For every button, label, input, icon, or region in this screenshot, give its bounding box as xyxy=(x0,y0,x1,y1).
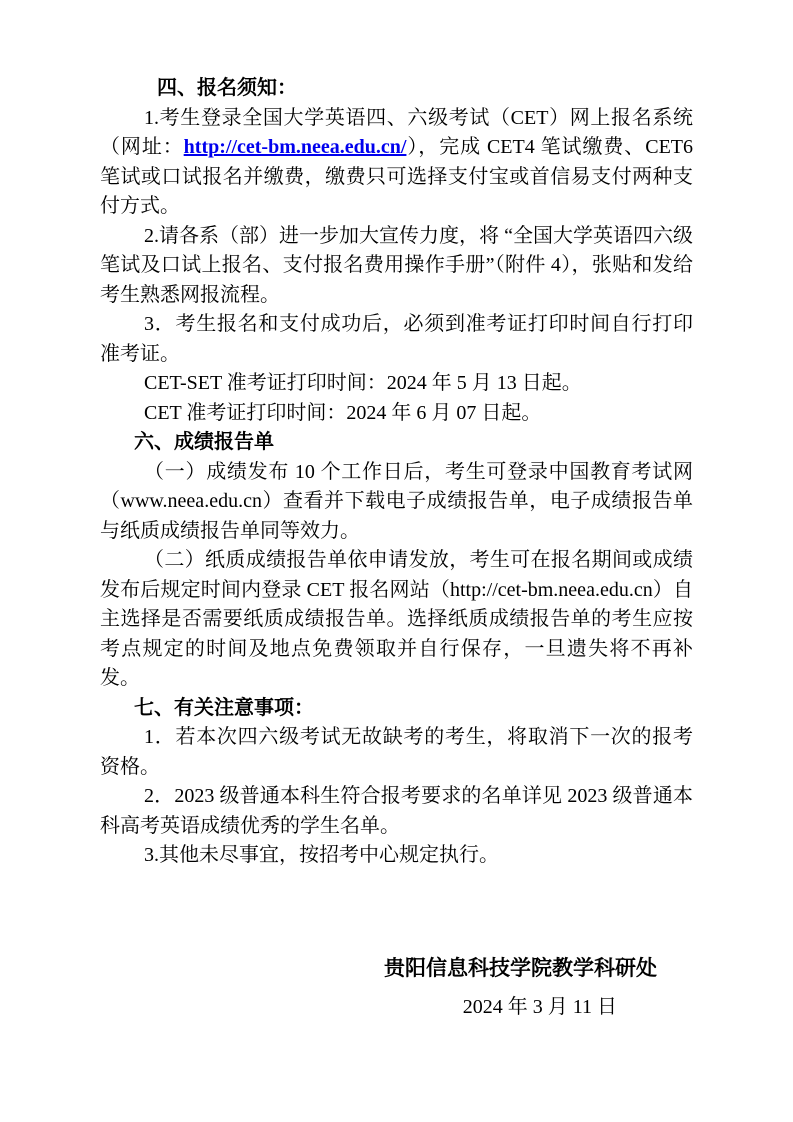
para-print-admission-text: 3．考生报名和支付成功后，必须到准考证打印时间自行打印准考证。 xyxy=(100,313,693,365)
para-score-release-text: （一）成绩发布 10 个工作日后，考生可登录中国教育考试网（www.neea.edu.cn）查看并下载电子成绩报告单，电子成绩报告单与纸质成绩报告单同等效力。 xyxy=(100,460,693,542)
para-other-matters xyxy=(100,841,693,871)
heading-notes-text: 七、有关注意事项： xyxy=(134,696,314,719)
para-absent-penalty-text: 1．若本次四六级考试无故缺考的考生，将取消下一次的报考资格。 xyxy=(100,726,693,778)
cet-registration-link[interactable]: http://cet-bm.neea.edu.cn/ xyxy=(183,136,407,158)
para-cet-print-time-text: CET 准考证打印时间：2024 年 6 月 07 日起。 xyxy=(144,401,542,424)
para-paper-report xyxy=(100,546,693,694)
para-paper-report-text: （二）纸质成绩报告单依申请发放，考生可在报名期间或成绩发布后规定时间内登录 CET 报名网站（http://cet-bm.neea.edu.cn）自主选择是否需要纸质成绩报告单。选择纸质成绩报告单的考生应按考点规定的时间及地点免费领取并自行保存，一旦遗失将不再补发。 xyxy=(100,549,693,689)
para-score-release xyxy=(100,458,693,547)
signature-date: 2024 年 3 月 11 日 xyxy=(462,995,617,1018)
heading-baoming-xuzhi-text: 四、报名须知： xyxy=(157,77,297,99)
para-cetset-print-time xyxy=(100,369,693,399)
heading-notes xyxy=(100,694,693,724)
para-login-register xyxy=(100,104,693,222)
para-cet-print-time xyxy=(100,399,693,429)
para-print-admission xyxy=(100,310,693,369)
para-2023-list-text: 2．2023 级普通本科生符合报考要求的名单详见 2023 级普通本科高考英语成绩优秀的学生名单。 xyxy=(100,785,693,837)
heading-score-report-text: 六、成绩报告单 xyxy=(134,431,274,453)
para-other-matters-text: 3.其他未尽事宜，按招考中心规定执行。 xyxy=(144,844,499,866)
para-absent-penalty xyxy=(100,723,693,782)
para-publicity xyxy=(100,222,693,311)
para-login-register-text: 1.考生登录全国大学英语四、六级考试（CET）网上报名系统（网址： xyxy=(100,106,693,158)
document-body xyxy=(100,74,693,871)
para-publicity-text: 2.请各系（部）进一步加大宣传力度，将 “全国大学英语四六级笔试及口试上报名、支付报名费用操作手册”（附件 4），张贴和发给考生熟悉网报流程。 xyxy=(100,224,693,306)
para-2023-list xyxy=(100,782,693,841)
signature-unit: 贵阳信息科技学院教学科研处 xyxy=(384,956,657,980)
heading-score-report xyxy=(100,428,693,458)
signature-block xyxy=(100,954,693,1022)
heading-baoming-xuzhi xyxy=(100,74,693,104)
para-login-register-text: ），完成 CET4 笔试缴费、CET6 笔试或口试报名并缴费，缴费只可选择支付宝或首信易支付两种支付方式。 xyxy=(100,136,693,217)
para-cetset-print-time-text: CET-SET 准考证打印时间：2024 年 5 月 13 日起。 xyxy=(144,372,582,394)
